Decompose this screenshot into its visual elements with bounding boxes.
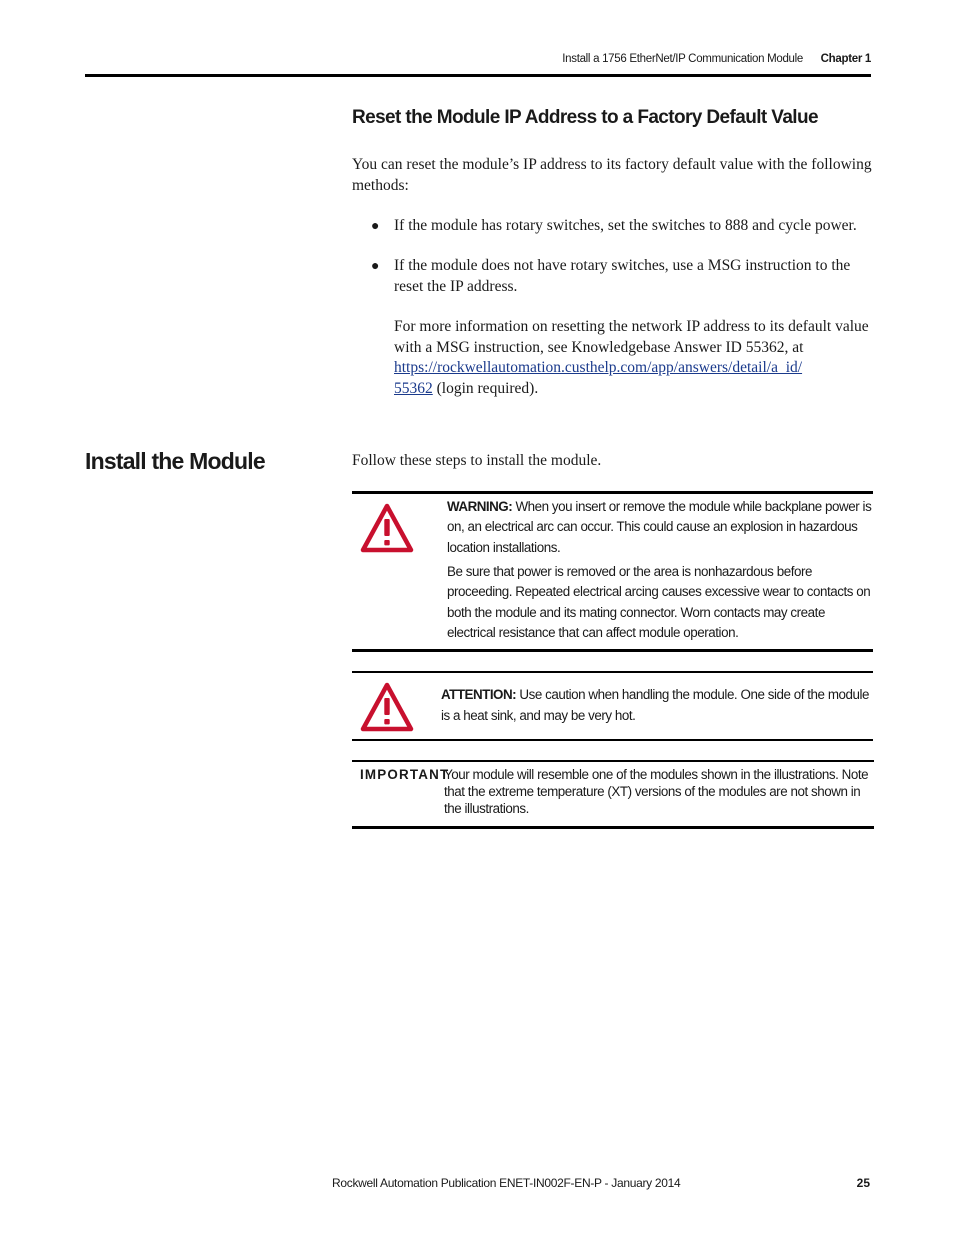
warning-message: When you insert or remove the module while backplane power is on, an electrical arc can occur. This could cause an explosion in hazardous location installations. [447,499,872,555]
header-title: Install a 1756 EtherNet/IP Communication Module [562,53,803,65]
important-label: IMPORTANT [360,767,450,782]
list-item-text: If the module does not have rotary switches, use a MSG instruction to the reset the IP address. [394,257,851,295]
important-box-top-rule [352,760,874,762]
attention-text [441,684,872,726]
warning-triangle-icon [360,503,414,553]
header-chapter: Chapter 1 [820,53,871,65]
running-header [85,52,871,68]
section-heading-install: Install the Module [85,448,265,474]
attention-box-top-rule [352,671,873,673]
link-line-1[interactable]: https://rockwellautomation.custhelp.com/app/answers/detail/a_id/ [394,359,803,376]
warning-box-top-rule [352,491,873,494]
important-box-bottom-rule [352,826,874,829]
more-info-text: For more information on resetting the network IP address to its default value with a MSG instruction, see Knowledgebase Answer ID 55362, at [394,318,869,356]
bullet-icon: ● [371,259,380,274]
warning-text [447,497,872,558]
warning-text-detail: Be sure that power is removed or the area is nonhazardous before proceeding. Repeated electrical arcing causes excessive wear to contacts on both the module and its mating connector. Worn contacts may create electrical resistance that can affect module operation. [447,564,871,640]
bullet-icon: ● [371,219,380,234]
footer-publication: Rockwell Automation Publication ENET-IN002F-EN-P - January 2014 [332,1176,681,1190]
install-intro-paragraph: Follow these steps to install the module. [352,452,602,469]
page-number: 25 [856,1176,870,1190]
link-line-2[interactable]: 55362 [394,379,433,397]
attention-triangle-icon [360,682,414,732]
attention-box-bottom-rule [352,739,873,741]
header-rule [85,74,871,77]
list-item-text: If the module has rotary switches, set the switches to 888 and cycle power. [394,217,857,234]
attention-message: Use caution when handling the module. One side of the module is a heat sink, and may be very hot. [441,687,870,723]
section-heading-reset: Reset the Module IP Address to a Factory Default Value [352,107,818,128]
important-text: Your module will resemble one of the modules shown in the illustrations. Note that the extreme temperature (XT) versions of the modules are not shown in the illustrations. [444,767,869,817]
warning-box-bottom-rule [352,649,873,652]
attention-label: ATTENTION: [441,687,517,702]
more-info-paragraph [394,317,872,399]
warning-label: WARNING: [447,499,513,514]
more-info-suffix: (login required). [432,379,539,397]
reset-intro-paragraph: You can reset the module’s IP address to its factory default value with the following methods: [352,156,872,194]
